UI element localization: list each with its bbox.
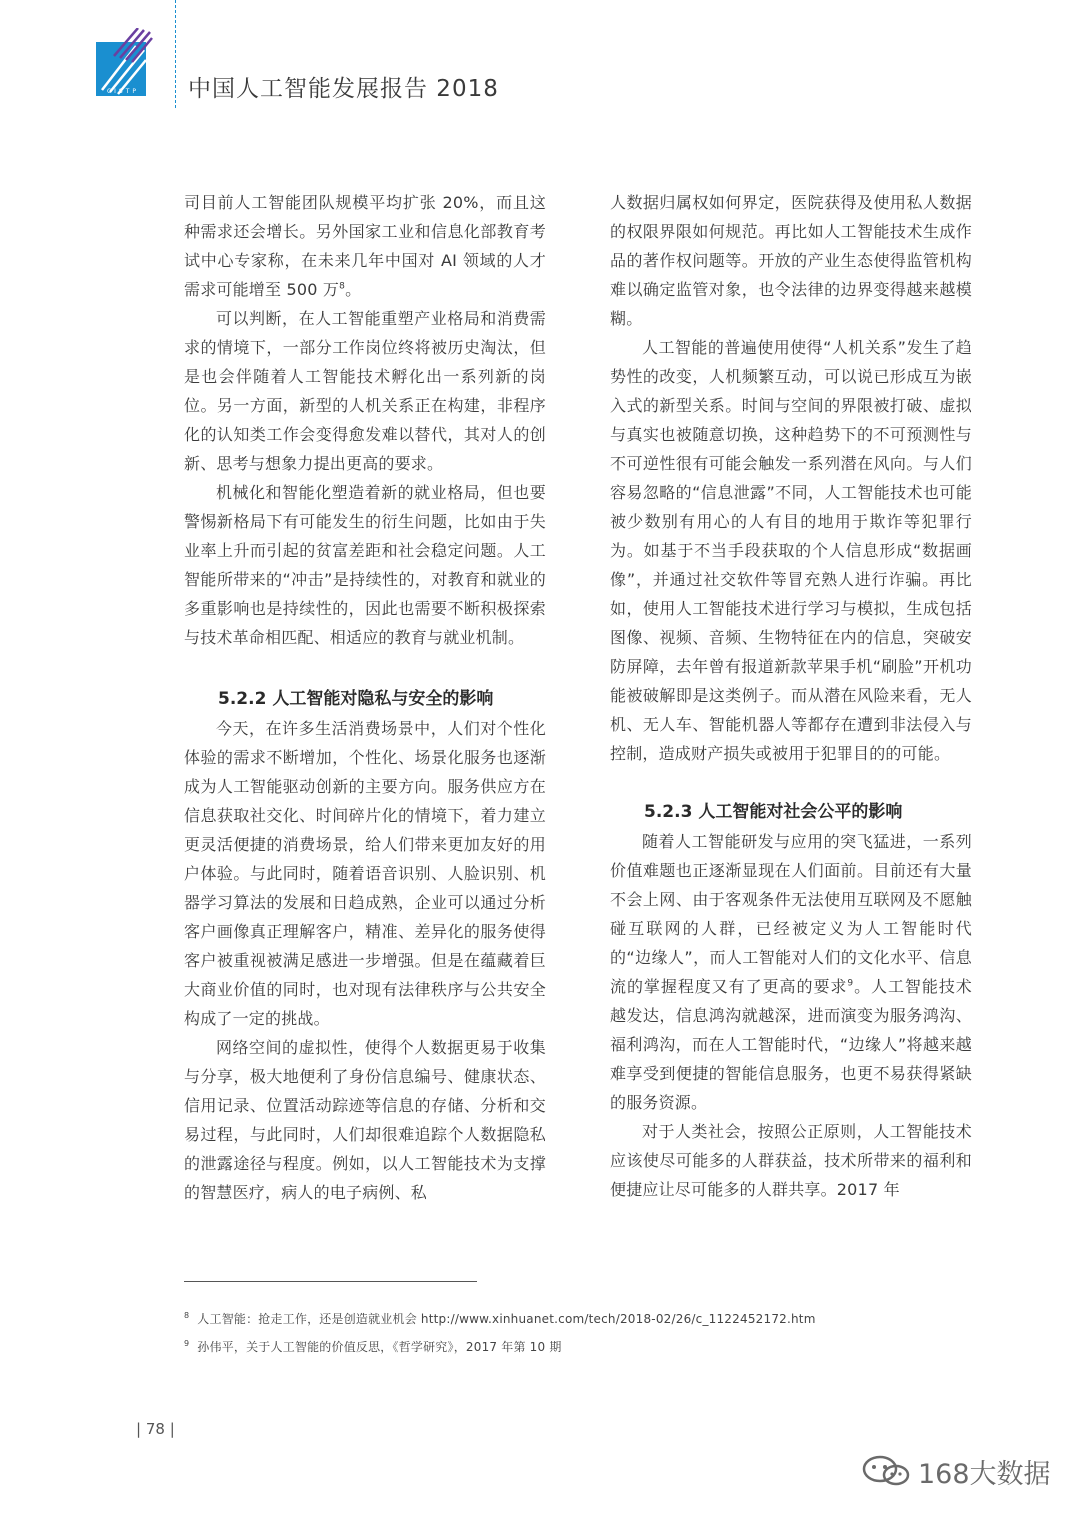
page-number: | 78 | xyxy=(136,1420,175,1438)
footnote-ref-8[interactable]: 8 xyxy=(339,281,346,292)
footnote-9: $^9$ 孙伟平，关于人工智能的价值反思，《哲学研究》，2017 年第 10 期 xyxy=(184,1339,562,1354)
footnote-ref-9[interactable]: 9 xyxy=(847,978,854,989)
paragraph: 今天，在许多生活消费场景中，人们对个性化体验的需求不断增加，个性化、场景化服务也逐渐成为人工智能驱动创新的主要方向。服务供应方在信息获取社交化、时间碎片化的情境下，着力建立更灵活便捷的消费场景，给人们带来更加友好的用户体验。与此同时，随着语音识别、人脸识别、机器学习算法的发展和日趋成熟，企业可以通过分析客户画像真正理解客户，精准、差异化的服务使得客户被重视被满足感进一步增强。但是在蕴藏着巨大商业价值的同时，也对现有法律秩序与公共安全构成了一定的挑战。 xyxy=(184,719,546,1028)
paragraph: 可以判断，在人工智能重塑产业格局和消费需求的情境下，一部分工作岗位终将被历史淘汰，但是也会伴随着人工智能技术孵化出一系列新的岗位。另一方面，新型的人机关系正在构建，非程序化的认知类工作会变得愈发难以替代，其对人的创新、思考与想象力提出更高的要求。 xyxy=(184,309,546,473)
logo-caption: CISTP xyxy=(106,88,140,95)
left-column xyxy=(184,188,546,1207)
paragraph: 机械化和智能化塑造着新的就业格局，但也要警惕新格局下有可能发生的衍生问题，比如由于失业率上升而引起的贫富差距和社会稳定问题。人工智能所带来的“冲击”是持续性的，对教育和就业的多重影响也是持续性的，因此也需要不断积极探索与技术革命相匹配、相适应的教育与就业机制。 xyxy=(184,483,546,647)
paragraph: 司目前人工智能团队规模平均扩张 20%，而且这种需求还会增长。另外国家工业和信息化部教育考试中心专家称，在未来几年中国对 AI 领域的人才需求可能增至 500 万$^8$。 xyxy=(184,193,546,299)
footnote-rule xyxy=(184,1281,477,1282)
paragraph: 人数据归属权如何界定，医院获得及使用私人数据的权限界限如何规范。再比如人工智能技术生成作品的著作权问题等。开放的产业生态使得监管机构难以确定监管对象，也令法律的边界变得越来越模糊。 xyxy=(610,193,972,328)
section-heading-5-2-2: 5.2.2 人工智能对隐私与安全的影响 xyxy=(218,689,494,709)
paragraph: 随着人工智能研发与应用的突飞猛进，一系列价值难题也正逐渐显现在人们面前。目前还有大量不会上网、由于客观条件无法使用互联网及不愿触碰互联网的人群，已经被定义为人工智能时代的“边缘人”，而人工智能对人们的文化水平、信息流的掌握程度又有了更高的要求$^9$。人工智能技术越发达，信息鸿沟就越深，进而演变为服务鸿沟、福利鸿沟，而在人工智能时代，“边缘人”将越来越难享受到便捷的智能信息服务，也更不易获得紧缺的服务资源。 xyxy=(610,832,972,1112)
page-header-title: 中国人工智能发展报告 2018 xyxy=(188,76,499,102)
paragraph: 对于人类社会，按照公正原则，人工智能技术应该使尽可能多的人群获益，技术所带来的福利和便捷应让尽可能多的人群共享。2017 年 xyxy=(610,1122,972,1199)
watermark-text: 168大数据 xyxy=(918,1458,1051,1490)
paragraph: 人工智能的普遍使用使得“人机关系”发生了趋势性的改变，人机频繁互动，可以说已形成互为嵌入式的新型关系。时间与空间的界限被打破、虚拟与真实也被随意切换，这种趋势下的不可预测性与不可逆性很有可能会触发一系列潜在风向。与人们容易忽略的“信息泄露”不同，人工智能技术也可能被少数别有用心的人有目的地用于欺诈等犯罪行为。如基于不当手段获取的个人信息形成“数据画像”，并通过社交软件等冒充熟人进行诈骗。再比如，使用人工智能技术进行学习与模拟，生成包括图像、视频、音频、生物特征在内的信息，突破安防屏障，去年曾有报道新款苹果手机“刷脸”开机功能被破解即是这类例子。而从潜在风险来看，无人机、无人车、智能机器人等都存在遭到非法侵入与控制，造成财产损失或被用于犯罪目的的可能。 xyxy=(610,338,972,763)
footnote-8: $^8$ 人工智能：抢走工作，还是创造就业机会 http://www.xinhuanet.com/tech/2018-02/26/c_1122452172.htm xyxy=(184,1311,816,1326)
section-heading-5-2-3: 5.2.3 人工智能对社会公平的影响 xyxy=(644,802,903,822)
paragraph: 网络空间的虚拟性，使得个人数据更易于收集与分享，极大地便利了身份信息编号、健康状态、信用记录、位置活动踪迹等信息的存储、分析和交易过程，与此同时，人们却很难追踪个人数据隐私的泄露途径与程度。例如，以人工智能技术为支撑的智慧医疗，病人的电子病例、私 xyxy=(184,1038,546,1202)
right-column xyxy=(610,188,972,1204)
header-divider xyxy=(175,0,176,108)
wechat-icon xyxy=(860,1454,912,1488)
watermark xyxy=(860,1453,1051,1489)
